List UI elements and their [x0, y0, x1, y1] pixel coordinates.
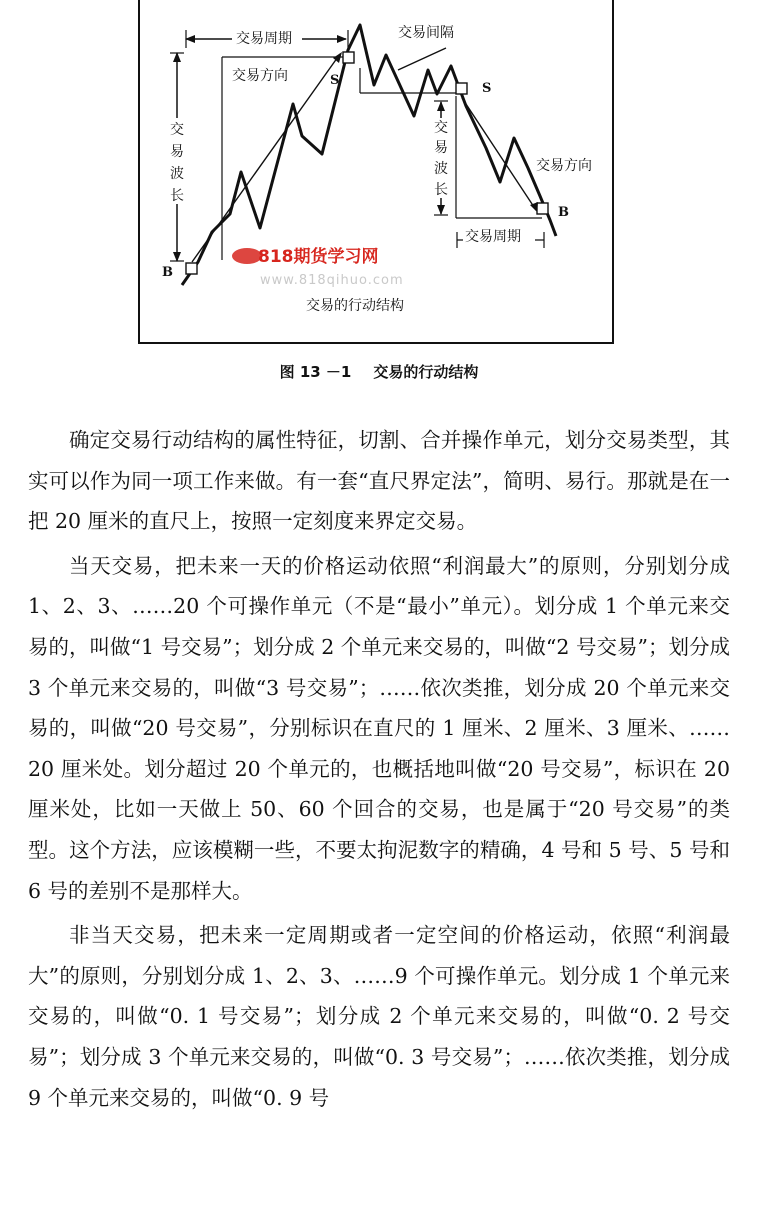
cycle-top-label: 交易周期	[236, 31, 292, 47]
interval-pointer	[398, 48, 446, 70]
figure-inner-title: 交易的行动结构	[306, 298, 404, 314]
watermark-logo: 818期货学习网	[258, 247, 379, 267]
caption-number: 图 13 －1	[279, 363, 352, 381]
wavelength-right-char-4: 长	[434, 182, 448, 198]
paragraph: 当天交易，把未来一天的价格运动依照“利润最大”的原则，分别划分成 1、2、3、……20 个可操作单元（不是“最小”单元）。划分成 1 个单元来交易的，叫做“1 号交易”；划分成 2 个单元来交易的，叫做“2 号交易”；划分成 3 个单元来交易的，叫做“3 号交易”；……依次类推，划分成 20 个单元来交易的，叫做“20 号交易”，分别标识在直尺的 1 厘米、2 厘米、3 厘米、……20 厘米处。划分超过 20 个单元的，也概括地叫做“20 号交易”，标识在 20 厘米处，比如一天做上 50、60 个回合的交易，也是属于“20 号交易”的类型。这个方法，应该模糊一些，不要太拘泥数字的精确，4 号和 5 号、5 号和 6 号的差别不是那样大。	[28, 553, 730, 903]
figure-caption	[0, 361, 758, 382]
trade-structure-diagram	[140, 0, 616, 344]
s-left-marker	[343, 52, 354, 63]
wavelength-right-char-3: 波	[434, 161, 448, 177]
wavelength-right-char-1: 交	[434, 120, 448, 136]
caption-title: 交易的行动结构	[373, 363, 479, 381]
s-left-label: S	[330, 73, 340, 88]
b-left-marker	[186, 263, 197, 274]
s-right-label: S	[482, 81, 492, 96]
wavelength-left-char-2: 易	[170, 144, 184, 160]
wavelength-right-char-2: 易	[434, 140, 448, 156]
watermark-url: www.818qihuo.com	[260, 273, 404, 288]
wavelength-left-char-3: 波	[170, 166, 184, 182]
cycle-top-arrow-right	[337, 35, 347, 43]
direction-left-label: 交易方向	[232, 68, 288, 84]
wavelength-left-char-4: 长	[170, 188, 184, 204]
wavelength-left-char-1: 交	[170, 122, 184, 138]
cycle-bottom-label: 交易周期	[465, 229, 521, 245]
direction-right-label: 交易方向	[536, 158, 592, 174]
figure-frame	[138, 0, 614, 344]
direction-right-line	[462, 98, 536, 210]
paragraph: 非当天交易，把未来一定周期或者一定空间的价格运动，依照“利润最大”的原则，分别划分成 1、2、3、……9 个可操作单元。划分成 1 个单元来交易的，叫做“0. 1 号交易”；划分成 2 个单元来交易的，叫做“0. 2 号交易”；划分成 3 个单元来交易的，叫做“0. 3 号交易”；……依次类推，划分成 9 个单元来交易的，叫做“0. 9 号	[28, 923, 730, 1110]
interval-label: 交易间隔	[398, 25, 454, 41]
watermark	[232, 246, 404, 288]
body-text	[28, 420, 730, 1122]
b-left-label: B	[162, 265, 173, 280]
paragraph: 确定交易行动结构的属性特征，切割、合并操作单元，划分交易类型，其实可以作为同一项工作来做。有一套“直尺界定法”，简明、易行。那就是在一把 20 厘米的直尺上，按照一定刻度来界定交易。	[28, 428, 730, 534]
s-right-marker	[456, 83, 467, 94]
b-right-marker	[537, 203, 548, 214]
b-right-label: B	[558, 205, 569, 220]
